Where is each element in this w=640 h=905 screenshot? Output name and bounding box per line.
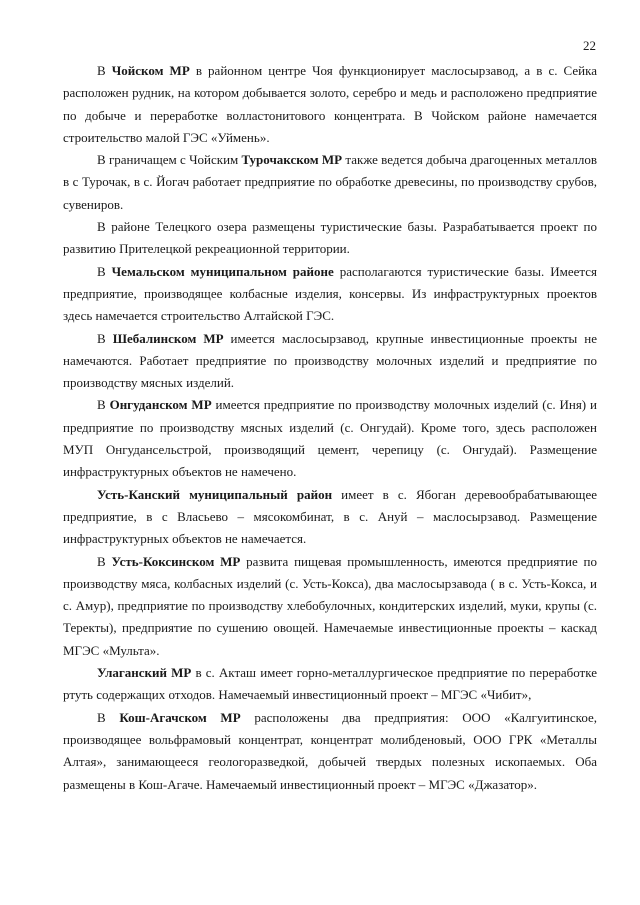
paragraph-text: В — [97, 63, 112, 78]
paragraph-text: В — [97, 709, 120, 725]
paragraph-text: имеется предприятие по производству молочных изделий (с. Иня) и предприятие по производству мясных изделий (с. Онгудай). Кроме того, здесь расположен МУП Онгудансельстрой, производящий цемент, черепицу (с. Онгудай). Размещение инфраструктурных объектов не намечено. — [63, 397, 597, 480]
page-number: 22 — [583, 38, 596, 53]
paragraph-text: развита пищевая промышленность, имеются предприятие по производству мяса, колбасных изделий (с. Усть-Кокса), два маслосырзавода ( в с. Усть-Кокса, и с. Амур), предприятие по производству хлебобулочных, кондитерских изделий, муки, крупы (с. Теректы), предприятие по сушению овощей. Намечаемые инвестиционные проекты – каскад МГЭС «Мульта». — [63, 553, 597, 658]
paragraph — [63, 551, 597, 662]
paragraph-text: В — [97, 553, 112, 569]
paragraph — [63, 261, 597, 328]
paragraph — [63, 216, 597, 261]
paragraph-text: имеется маслосырзавод, крупные инвестиционные проекты не намечаются. Работает предприятие по производству молочных изделий и предприятие по производству мясных изделий. — [63, 330, 597, 391]
paragraph — [63, 328, 597, 395]
paragraph-text: В — [97, 330, 113, 346]
paragraph-text: В — [97, 397, 110, 413]
paragraph — [63, 484, 597, 551]
paragraph-text: в с. Акташ имеет горно-металлургическое предприятие по переработке ртуть содержащих отходов. Намечаемый инвестиционный проект – МГЭС «Чибит», — [63, 665, 597, 703]
paragraph-text: в районном центре Чоя функционирует маслосырзавод, а в с. Сейка расположен рудник, на котором добывается золото, серебро и медь и расположено предприятие по добыче и переработке волластонитового концентрата. В Чойском районе намечается строительство малой ГЭС «Уймень». — [63, 63, 597, 145]
paragraph-text: В районе Телецкого озера размещены туристические базы. Разрабатывается проект по развитию Прителецкой рекреационной территории. — [63, 219, 597, 257]
paragraph-text: располагаются туристические базы. Имеется предприятие, производящее колбасные изделия, консервы. Из инфраструктурных проектов здесь намечается строительство Алтайской ГЭС. — [63, 263, 597, 324]
document-body — [63, 60, 597, 796]
paragraph — [63, 394, 597, 483]
paragraph — [63, 707, 597, 796]
paragraph — [63, 149, 597, 216]
district-name: Онгуданском МР — [109, 397, 212, 413]
district-name: Усть-Канский муниципальный район — [97, 486, 333, 502]
paragraph — [63, 662, 597, 707]
district-name: Чемальском муниципальном районе — [111, 263, 334, 279]
paragraph-text: расположены два предприятия: ООО «Калгуитинское, производящее вольфрамовый концентрат, концентрат молибденовый, ООО ГРК «Металлы Алтая», занимающееся геологоразведкой, добычей твердых полезных ископаемых. Оба размещены в Кош-Агаче. Намечаемый инвестиционный проект – МГЭС «Джазатор». — [63, 709, 597, 792]
paragraph-text: В — [97, 263, 112, 279]
district-name: Шебалинском МР — [112, 330, 224, 346]
district-name: Турочакском МР — [241, 152, 343, 168]
paragraph-text: также ведется добыча драгоценных металлов в с Турочак, в с. Йогач работает предприятие по обработке древесины, по производству срубов, сувениров. — [63, 152, 597, 212]
district-name: Усть-Коксинском МР — [111, 553, 241, 569]
district-name: Улаганский МР — [97, 665, 192, 681]
district-name: Кош-Агачском МР — [119, 709, 241, 725]
paragraph-text: имеет в с. Ябоган деревообрабатывающее предприятие, в с Власьево – мясокомбинат, в с. Ануй – маслосырзавод. Размещение инфраструктурных объектов не намечается. — [63, 486, 597, 547]
district-name: Чойском МР — [111, 63, 190, 78]
paragraph — [63, 60, 597, 149]
paragraph-text: В граничащем с Чойским — [97, 152, 242, 168]
